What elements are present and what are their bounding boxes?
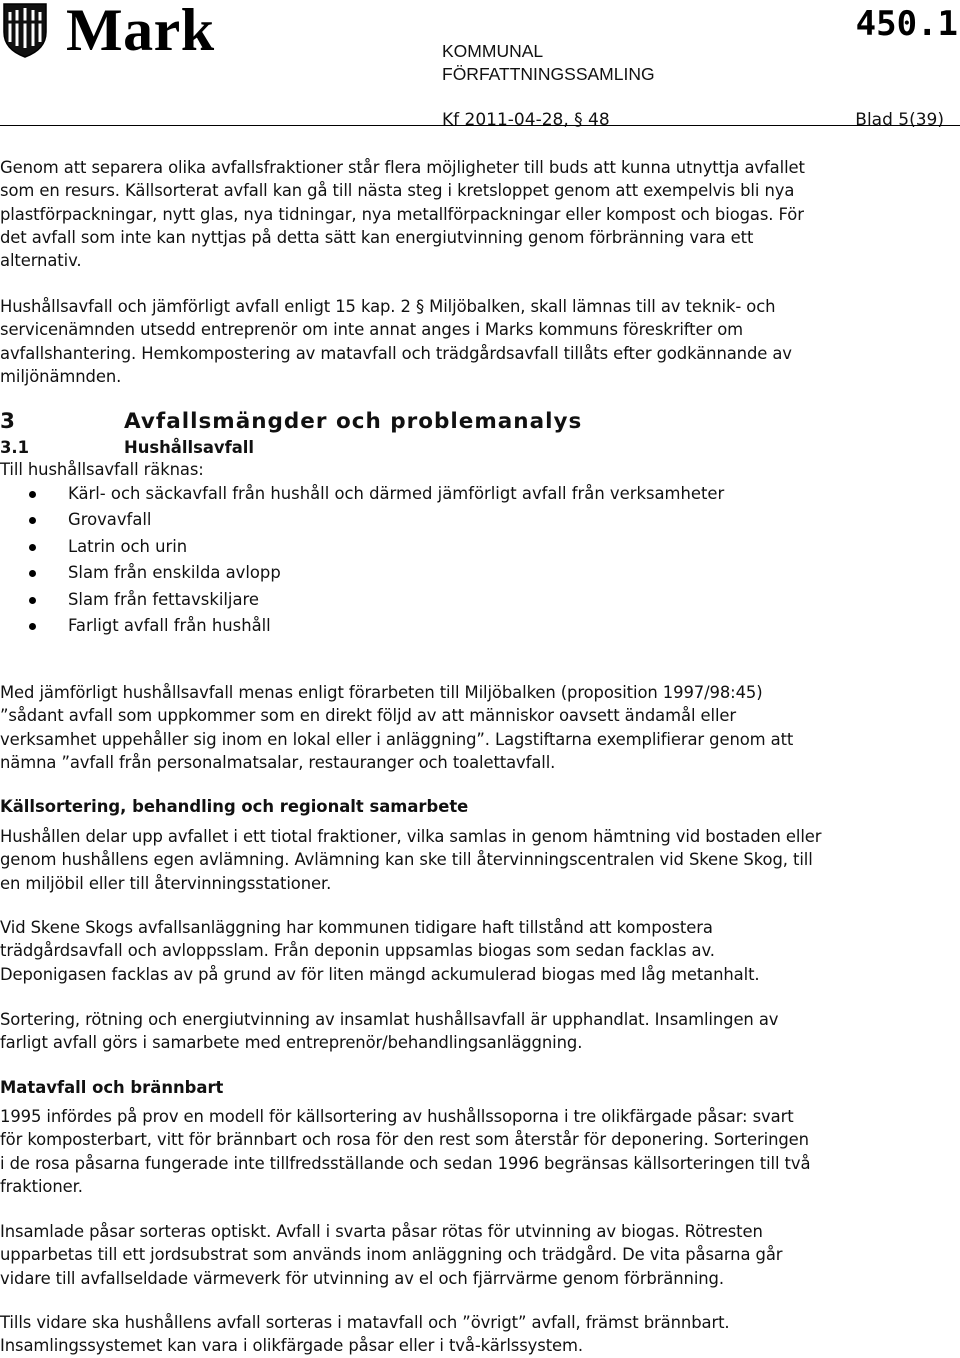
decision-reference: Kf 2011-04-28, § 48 (442, 110, 610, 130)
bullet-icon (29, 623, 36, 630)
text-line: ”sådant avfall som uppkommer som en direkt följd av att människor oavsett ändamål eller (0, 706, 737, 726)
page-indicator: Blad 5(39) (855, 110, 944, 130)
text-line: fraktioner. (0, 1176, 83, 1196)
kallsortering-paragraph-3 (0, 1008, 960, 1055)
text-line: som en resurs. Källsorterat avfall kan gå till nästa steg i kretsloppet genom att exempelvis bli nya (0, 181, 795, 201)
text-line: för komposterbart, vitt för brännbart och rosa för den rest som återstår för deponering. Sorteringen (0, 1130, 809, 1150)
subsection-number: 3.1 (0, 438, 30, 457)
collection-name (442, 40, 655, 86)
kallsortering-paragraph-1 (0, 825, 960, 895)
section-number: 3 (0, 409, 16, 434)
bullet-icon (29, 491, 36, 498)
household-waste-list (0, 481, 724, 639)
text-line: alternativ. (0, 251, 82, 271)
text-line: Genom att separera olika avfallsfraktioner står flera möjligheter till buds att kunna utnyttja avfallet (0, 158, 805, 177)
law-paragraph (0, 295, 960, 388)
list-item: Farligt avfall från hushåll (0, 613, 724, 639)
header-divider (0, 125, 960, 126)
text-line: Insamlingssystemet kan vara i olikfärgade påsar eller i två-kärlssystem. (0, 1336, 583, 1356)
text-line: vidare till avfallseldade värmeverk för utvinning av el och fjärrvärme genom förbränning. (0, 1268, 724, 1288)
text-line: avfallshantering. Hemkompostering av matavfall och trädgårdsavfall tillåts efter godkännande av (0, 343, 792, 363)
brand-wordmark: Mark (66, 0, 215, 63)
text-line: Deponigasen facklas av på grund av för liten mängd ackumulerad biogas med låg metanhalt. (0, 964, 760, 984)
municipal-crest-icon (2, 2, 48, 58)
matavfall-paragraph-3 (0, 1311, 960, 1358)
text-line: miljönämnden. (0, 366, 122, 386)
kallsortering-paragraph-2 (0, 916, 960, 986)
text-line: Tills vidare ska hushållens avfall sorteras i matavfall och ”övrigt” avfall, främst brännbart. (0, 1313, 730, 1332)
text-line: 1995 infördes på prov en modell för källsortering av hushållssoporna i tre olikfärgade påsar: svart (0, 1107, 794, 1126)
definition-paragraph (0, 681, 960, 774)
text-line: en miljöbil eller till återvinningsstationer. (0, 873, 332, 893)
text-line: i de rosa påsarna fungerade inte tillfredsställande och sedan 1996 begränsas källsorteringen till två (0, 1153, 811, 1173)
text-line: Vid Skene Skogs avfallsanläggning har kommunen tidigare haft tillstånd att kompostera (0, 918, 713, 937)
text-line: genom hushållens egen avlämning. Avlämning kan ske till återvinningscentralen vid Skene Skog, till (0, 850, 813, 870)
text-line: Sortering, rötning och energiutvinning av insamlat hushållsavfall är upphandlat. Insamlingen av (0, 1010, 779, 1029)
subsection-title: Hushållsavfall (124, 438, 255, 457)
list-item: Slam från enskilda avlopp (0, 560, 724, 586)
section-heading (0, 408, 582, 436)
subheading-kallsortering: Källsortering, behandling och regionalt samarbete (0, 797, 469, 816)
text-line: Hushållsavfall och jämförligt avfall enligt 15 kap. 2 § Miljöbalken, skall lämnas till av teknik- och (0, 297, 776, 316)
text-line: plastförpackningar, nytt glas, nya tidningar, nya metallförpackningar eller kompost och biogas. För (0, 204, 804, 224)
matavfall-paragraph-1 (0, 1105, 960, 1198)
text-line: trädgårdsavfall och avloppsslam. Från deponin uppsamlas biogas som sedan facklas av. (0, 941, 715, 961)
text-line: Hushållen delar upp avfallet i ett tiotal fraktioner, vilka samlas in genom hämtning vid bostaden eller (0, 827, 822, 846)
bullet-icon (29, 544, 36, 551)
collection-line-1: KOMMUNAL (442, 41, 544, 61)
list-item: Kärl- och säckavfall från hushåll och därmed jämförligt avfall från verksamheter (0, 481, 724, 507)
intro-paragraph (0, 156, 960, 272)
text-line: verksamhet uppehåller sig inom en lokal eller i anläggning”. Lagstiftarna exemplifierar genom att (0, 729, 794, 749)
collection-line-2: FÖRFATTNINGSSAMLING (442, 64, 655, 84)
bullet-icon (29, 570, 36, 577)
subheading-matavfall: Matavfall och brännbart (0, 1078, 224, 1097)
matavfall-paragraph-2 (0, 1220, 960, 1290)
list-item: Slam från fettavskiljare (0, 587, 724, 613)
bullet-icon (29, 517, 36, 524)
list-item: Latrin och urin (0, 534, 724, 560)
list-intro: Till hushållsavfall räknas: (0, 460, 204, 479)
text-line: upparbetas till ett jordsubstrat som används inom anläggning och trädgård. De vita påsarna går (0, 1245, 783, 1265)
text-line: nämna ”avfall från personalmatsalar, restauranger och toalettavfall. (0, 752, 556, 772)
text-line: det avfall som inte kan nyttjas på detta sätt kan energiutvinning genom förbränning vara ett (0, 227, 754, 247)
subsection-heading (0, 436, 254, 459)
text-line: farligt avfall görs i samarbete med entreprenör/behandlingsanläggning. (0, 1033, 583, 1053)
text-line: servicenämnden utsedd entreprenör om inte annat anges i Marks kommuns föreskrifter om (0, 320, 744, 340)
document-number: 450.1 (855, 4, 958, 44)
list-item: Grovavfall (0, 507, 724, 533)
text-line: Insamlade påsar sorteras optiskt. Avfall i svarta påsar rötas för utvinning av biogas. Rötresten (0, 1222, 763, 1241)
section-title: Avfallsmängder och problemanalys (124, 409, 583, 434)
text-line: Med jämförligt hushållsavfall menas enligt förarbeten till Miljöbalken (proposition 1997/98:45) (0, 683, 763, 702)
bullet-icon (29, 597, 36, 604)
